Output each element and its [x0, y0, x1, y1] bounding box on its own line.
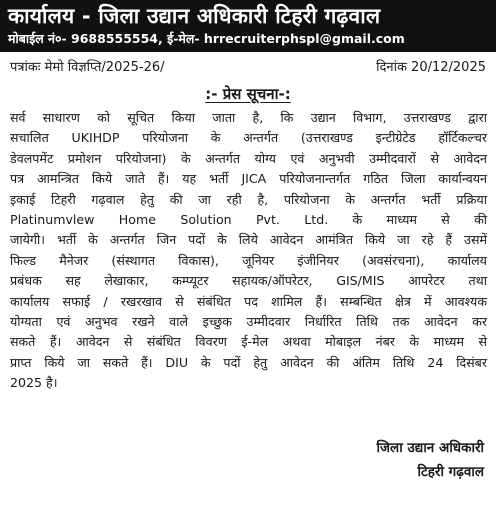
notice-date: दिनांक 20/12/2025: [376, 60, 486, 75]
body-line: सर्व साधारण को सूचित किया जाता है, कि उद्यान विभाग, उत्तराखण्ड द्वारा: [10, 110, 487, 125]
body-line: सकते हैं। आवेदन से संबंधित विवरण ई-मेल अथवा मोबाइल नंबर के माध्यम से: [10, 334, 487, 350]
contact-email: hrrecruiterphspl@gmail.com: [203, 31, 405, 46]
body-line: Platinumvlew Home Solution Pvt. Ltd. के माध्यम से की: [10, 212, 487, 228]
reference-line: [0, 52, 496, 78]
contact-line: [8, 30, 488, 48]
signature-block: [377, 436, 484, 484]
office-title: कार्यालय - जिला उद्यान अधिकारी टिहरी गढ़वाल: [8, 4, 381, 28]
contact-mobile: मोबाईल नं०- 9688555554, ई-मेल-: [8, 31, 204, 46]
body-line: प्रबंधक सह लेखाकार, कम्प्यूटर सहायक/ऑपरेटर, GIS/MIS आपरेटर तथा: [10, 273, 487, 289]
signatory-designation: जिला उद्यान अधिकारी: [376, 440, 484, 456]
letter-number: पत्रांकः मेमो विज्ञप्ति/2025-26/: [10, 60, 165, 75]
body-line: योग्यता एवं अनुभव रखने वाले इच्छुक उम्मीदवार निर्धारित तिथि तक आवेदन कर: [10, 314, 487, 330]
body-line: डेवलपमेंट प्रमोशन परियोजना) के अन्तर्गत योग्य एवं अनुभवी उम्मीदवारों से आवेदन: [10, 150, 487, 166]
body-line: 2025 है।: [10, 375, 58, 391]
body-line: पत्र आमन्त्रित किये जाते हैं। यह भर्ती JICA परियोजनान्तर्गत गठित जिला कार्यान्वयन: [10, 171, 487, 187]
notice-heading: :- प्रेस सूचना-:: [205, 85, 291, 103]
body-line: कार्यालय सफाई / रखरखाव से संबंधित पद शामिल हैं। सम्बन्धित क्षेत्र में आवश्यक: [10, 293, 487, 309]
signatory-location: टिहरी गढ़वाल: [417, 464, 484, 480]
body-line: प्राप्त किये जा सकते हैं। DIU के पदों हेतु आवेदन की अंतिम तिथि 24 दिसंबर: [10, 354, 487, 370]
office-header: [0, 0, 496, 52]
body-line: फिल्ड मैनेजर (संस्थागत विकास), जूनियर इंजीनियर (अवसंरचना), कार्यालय: [10, 252, 487, 268]
body-line: सचालित UKIHDP परियोजना के अन्तर्गत (उत्तराखण्ड इन्टीग्रेटेड हॉर्टिकल्चर: [10, 130, 487, 146]
body-line: जायेगी। भर्ती के अन्तर्गत जिन पदों के लिये आवेदन आमंत्रित किये जा रहे हैं उसमें: [10, 232, 487, 248]
body-line: इकाई टिहरी गढ़वाल हेतु की जा रही है, परियोजना के अन्तर्गत भर्ती प्रक्रिया: [10, 191, 487, 207]
notice-body: [0, 105, 496, 394]
